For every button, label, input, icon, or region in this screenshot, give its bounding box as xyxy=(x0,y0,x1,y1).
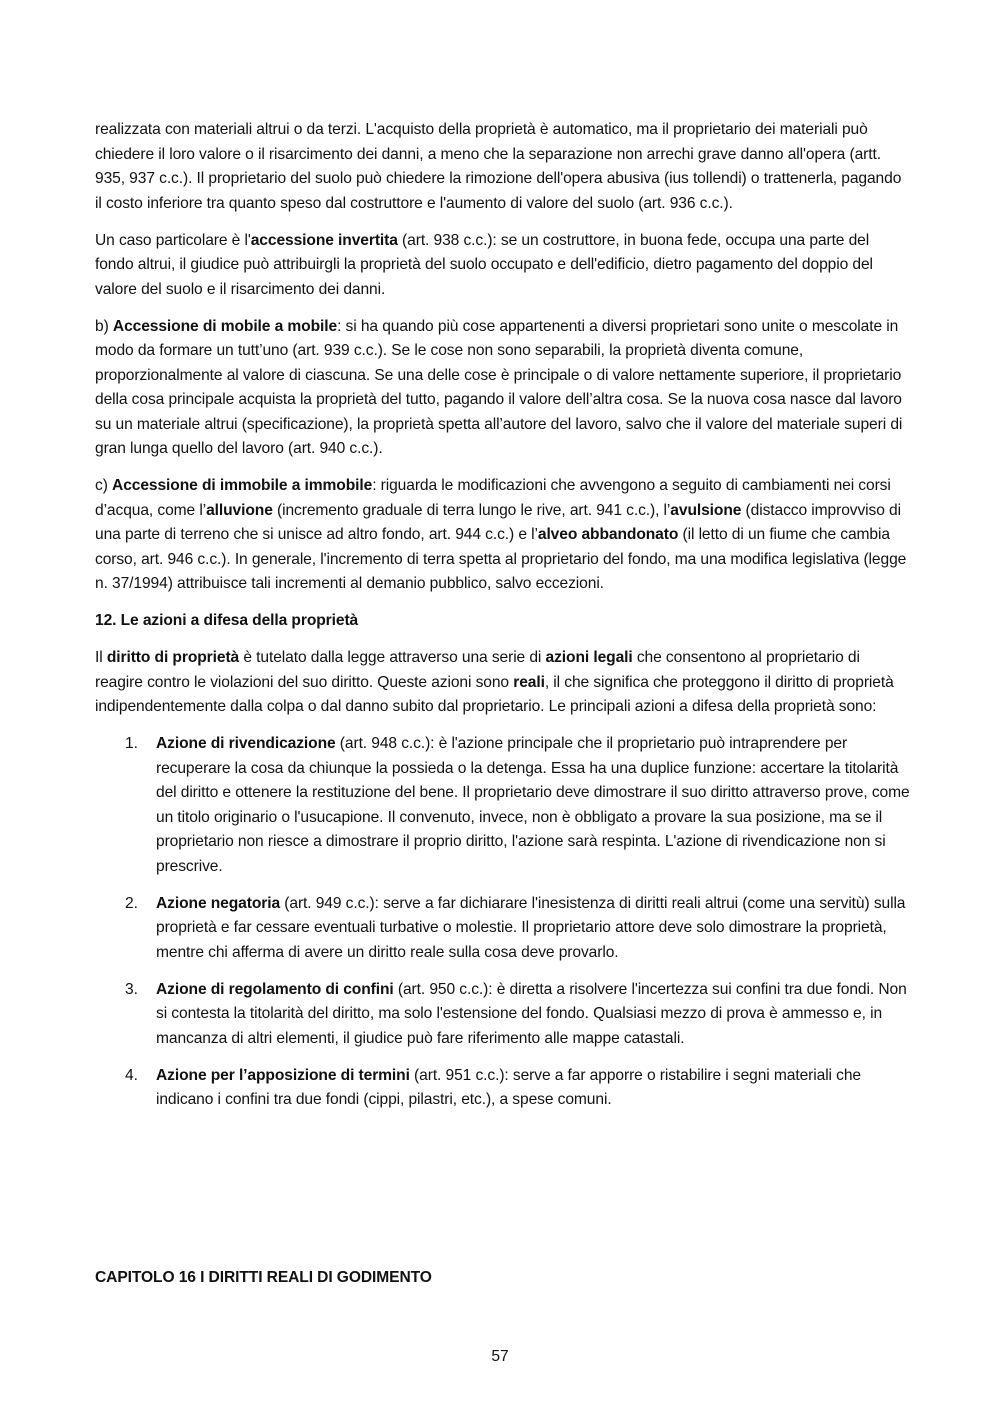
text-span: Il xyxy=(95,649,107,666)
paragraph-azioni-intro xyxy=(95,646,910,720)
actions-list xyxy=(95,732,910,1113)
bold-term: Azione di regolamento di confini xyxy=(156,980,394,998)
list-item xyxy=(95,732,910,879)
bold-term: diritto di proprietà xyxy=(106,649,240,666)
document-body xyxy=(95,118,910,1125)
text-span: : si ha quando più cose appartenenti a diversi proprietari sono unite o mescolate in modo da formare un tutt’uno (art. 939 c.c.). Se le cose non sono separabili, la proprietà diventa comune, proporzionalmente al valore di ciascuna. Se una delle cose è principale o di valore nettamente superiore, il proprietario della cosa principale acquista la proprietà del tutto, pagando il valore dell’altra cosa. Se la nuova cosa nasce dal lavoro su un materiale altrui (specificazione), la proprietà spetta all’autore del lavoro, salvo che il valore del materiale superi di gran lunga quello del lavoro (art. 940 c.c.). xyxy=(95,317,903,457)
text-span: realizzata con materiali altrui o da terzi. L'acquisto della proprietà è automatico, ma il proprietario dei materiali può chiedere il loro valore o il risarcimento dei danni, a meno che la separazione non arrechi grave danno all'opera (artt. 935, 937 c.c.). Il proprietario del suolo può chiedere la rimozione dell'opera abusiva (ius tollendi) o trattenerla, pagando il costo inferiore tra quanto speso dal costruttore e l'aumento di valore del suolo (art. 936 c.c.). xyxy=(95,121,902,212)
paragraph-accessione-invertita xyxy=(95,229,910,303)
text-span: (incremento graduale di terra lungo le rive, art. 941 c.c.), l’ xyxy=(272,501,671,519)
text-span: , il che significa che proteggono il diritto di proprietà indipendentemente dalla colpa o dal danno subito dal proprietario. Le principali azioni a difesa della proprietà sono: xyxy=(95,673,894,715)
text-span: Un caso particolare è l' xyxy=(95,231,251,249)
bold-term: Accessione di immobile a immobile xyxy=(112,477,373,494)
bold-term: avulsione xyxy=(670,501,742,519)
bold-term: accessione invertita xyxy=(250,231,398,249)
list-item xyxy=(95,1064,910,1113)
text-span: (il letto di un fiume che cambia corso, art. 946 c.c.). In generale, l'incremento di terra spetta al proprietario del fondo, ma una modifica legislativa (legge n. 37/1994) attribuisce tali incrementi al demanio pubblico, salvo eccezioni. xyxy=(95,526,907,592)
text-span: (art. 951 c.c.): serve a far apporre o ristabilire i segni materiali che indicano i confini tra due fondi (cippi, pilastri, etc.), a spese comuni. xyxy=(156,1066,861,1108)
list-number: 4. xyxy=(125,1066,138,1084)
paragraph-accession-continued xyxy=(95,118,910,216)
paragraph-immobile-a-immobile xyxy=(95,474,910,597)
text-span: : riguarda le modificazioni che avvengono a seguito di cambiamenti nei corsi d’acqua, come l’ xyxy=(95,477,891,519)
list-number: 1. xyxy=(125,735,138,752)
text-span: (art. 949 c.c.): serve a far dichiarare l'inesistenza di diritti reali altrui (come una servitù) sulla proprietà e far cessare eventuali turbative o molestie. Il proprietario attore deve solo dimostrare la proprietà, mentre chi afferma di avere un diritto reale sulla cosa deve provarlo. xyxy=(156,894,906,961)
list-item xyxy=(95,978,910,1052)
text-span: (distacco improvviso di una parte di terreno che si unisce ad altro fondo, art. 944 c.c.) e l’ xyxy=(95,501,901,543)
bold-term: alveo abbandonato xyxy=(537,526,679,543)
bold-term: reali xyxy=(513,673,545,691)
list-number: 2. xyxy=(125,894,138,912)
text-span: è tutelato dalla legge attraverso una serie di xyxy=(239,649,546,666)
bold-term: Accessione di mobile a mobile xyxy=(112,317,338,335)
bold-term: Azione di rivendicazione xyxy=(156,735,336,752)
bold-term: Azione negatoria xyxy=(156,894,281,912)
section-heading: 12. Le azioni a difesa della proprietà xyxy=(95,612,359,629)
list-item xyxy=(95,892,910,966)
bold-term: azioni legali xyxy=(545,649,633,666)
chapter-title: CAPITOLO 16 I DIRITTI REALI DI GODIMENTO xyxy=(95,1269,432,1286)
text-span: (art. 938 c.c.): se un costruttore, in buona fede, occupa una parte del fondo altrui, il giudice può attribuirgli la proprietà del suolo occupato e dell'edificio, dietro pagamento del doppio del valore del suolo e il risarcimento dei danni. xyxy=(95,231,873,298)
text-span: (art. 950 c.c.): è diretta a risolvere l'incertezza sui confini tra due fondi. Non si contesta la titolarità del diritto, ma solo l'estensione del fondo. Qualsiasi mezzo di prova è ammesso e, in mancanza di altri elementi, il giudice può fare riferimento alle mappe catastali. xyxy=(156,980,907,1047)
bold-term: alluvione xyxy=(206,501,273,519)
text-span: b) xyxy=(95,317,113,335)
page-number: 57 xyxy=(491,1348,509,1365)
text-span: c) xyxy=(95,477,113,494)
text-span: che consentono al proprietario di reagire contro le violazioni del suo diritto. Queste azioni sono xyxy=(95,649,860,691)
list-number: 3. xyxy=(125,980,138,998)
bold-term: Azione per l’apposizione di termini xyxy=(156,1066,410,1084)
paragraph-mobile-a-mobile xyxy=(95,315,910,462)
text-span: (art. 948 c.c.): è l'azione principale che il proprietario può intraprendere per recuperare la cosa da chiunque la possieda o la detenga. Essa ha una duplice funzione: accertare la titolarità del diritto e ottenere la restituzione del bene. Il proprietario deve dimostrare il suo diritto attraverso prove, come un titolo originario o l'usucapione. Il convenuto, invece, non è obbligato a provare la sua posizione, ma se il proprietario non riesce a dimostrare il proprio diritto, l'azione sarà respinta. L'azione di rivendicazione non si prescrive. xyxy=(156,735,910,875)
